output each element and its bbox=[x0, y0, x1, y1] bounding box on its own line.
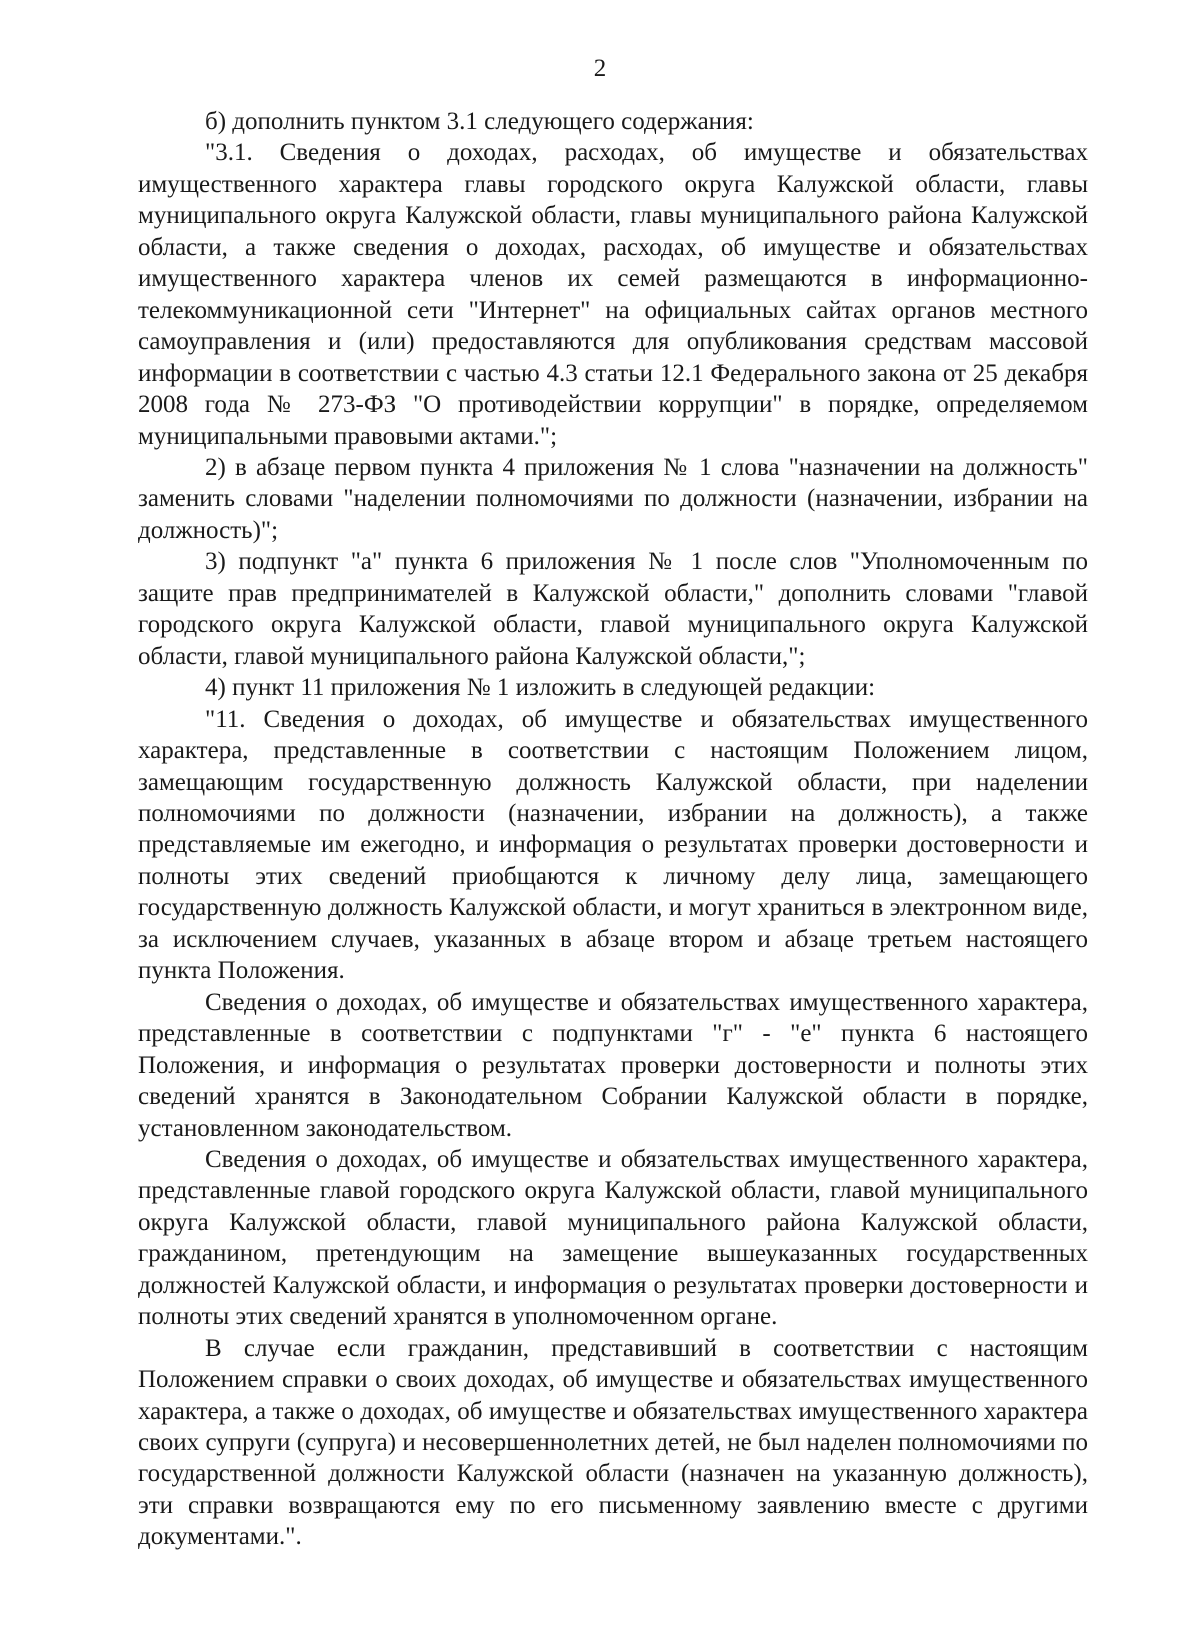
paragraph-amendment-b-intro: б) дополнить пунктом 3.1 следующего содержания: bbox=[205, 108, 754, 135]
paragraph-clause-11-third: Сведения о доходах, об имуществе и обязательствах имущественного характера, представленные главой городского округа Калужской области, главой муниципального округа Калужской области, главой муниципального района Калужской области, гражданином, претендующим на замещение вышеуказанных государственных должностей Калужской области, и информация о результатах проверки достоверности и полноты этих сведений хранятся в уполномоченном органе. bbox=[138, 1145, 1088, 1331]
paragraph-clause-11: "11. Сведения о доходах, об имуществе и обязательствах имущественного характера, представленные в соответствии с настоящим Положением лицом, замещающим государственную должность Калужской области, при наделении полномочиями по должности (назначении, избрании на должность), а также представляемые им ежегодно, и информация о результатах проверки достоверности и полноты этих сведений приобщаются к личному делу лица, замещающего государственную должность Калужской области, и могут храниться в электронном виде, за исключением случаев, указанных в абзаце втором и абзаце третьем настоящего пункта Положения. bbox=[138, 705, 1088, 985]
document-body bbox=[138, 106, 1088, 1553]
page-number: 2 bbox=[593, 55, 607, 82]
paragraph-clause-11-second: Сведения о доходах, об имуществе и обязательствах имущественного характера, представленные в соответствии с подпунктами "г" - "е" пункта 6 настоящего Положения, и информация о результатах проверки достоверности и полноты этих сведений хранятся в Законодательном Собрании Калужской области в порядке, установленном законодательством. bbox=[138, 988, 1088, 1142]
paragraph-clause-3-1: "3.1. Сведения о доходах, расходах, об имуществе и обязательствах имущественного характера главы городского округа Калужской области, главы муниципального округа Калужской области, главы муниципального района Калужской области, а также сведения о доходах, расходах, об имуществе и обязательствах имущественного характера членов их семей размещаются в информационно-телекоммуникационной сети "Интернет" на официальных сайтах органов местного самоуправления и (или) предоставляются для опубликования средствам массовой информации в соответствии с частью 4.3 статьи 12.1 Федерального закона от 25 декабря 2008 года № 273-ФЗ "О противодействии коррупции" в порядке, определяемом муниципальными правовыми актами."; bbox=[138, 139, 1088, 450]
paragraph-clause-11-fourth: В случае если гражданин, представивший в соответствии с настоящим Положением справки о своих доходах, об имуществе и обязательствах имущественного характера, а также о доходах, об имуществе и обязательствах имущественного характера своих супруги (супруга) и несовершеннолетних детей, не был наделен полномочиями по государственной должности Калужской области (назначен на указанную должность), эти справки возвращаются ему по его письменному заявлению вместе с другими документами.". bbox=[138, 1334, 1088, 1551]
paragraph-amendment-3: 3) подпункт "а" пункта 6 приложения № 1 после слов "Уполномоченным по защите прав предпринимателей в Калужской области," дополнить словами "главой городского округа Калужской области, главой муниципального округа Калужской области, главой муниципального района Калужской области,"; bbox=[138, 548, 1088, 670]
paragraph-amendment-2: 2) в абзаце первом пункта 4 приложения № 1 слова "назначении на должность" заменить словами "наделении полномочиями по должности (назначении, избрании на должность)"; bbox=[138, 453, 1088, 544]
paragraph-amendment-4-intro: 4) пункт 11 приложения № 1 изложить в следующей редакции: bbox=[205, 674, 876, 702]
